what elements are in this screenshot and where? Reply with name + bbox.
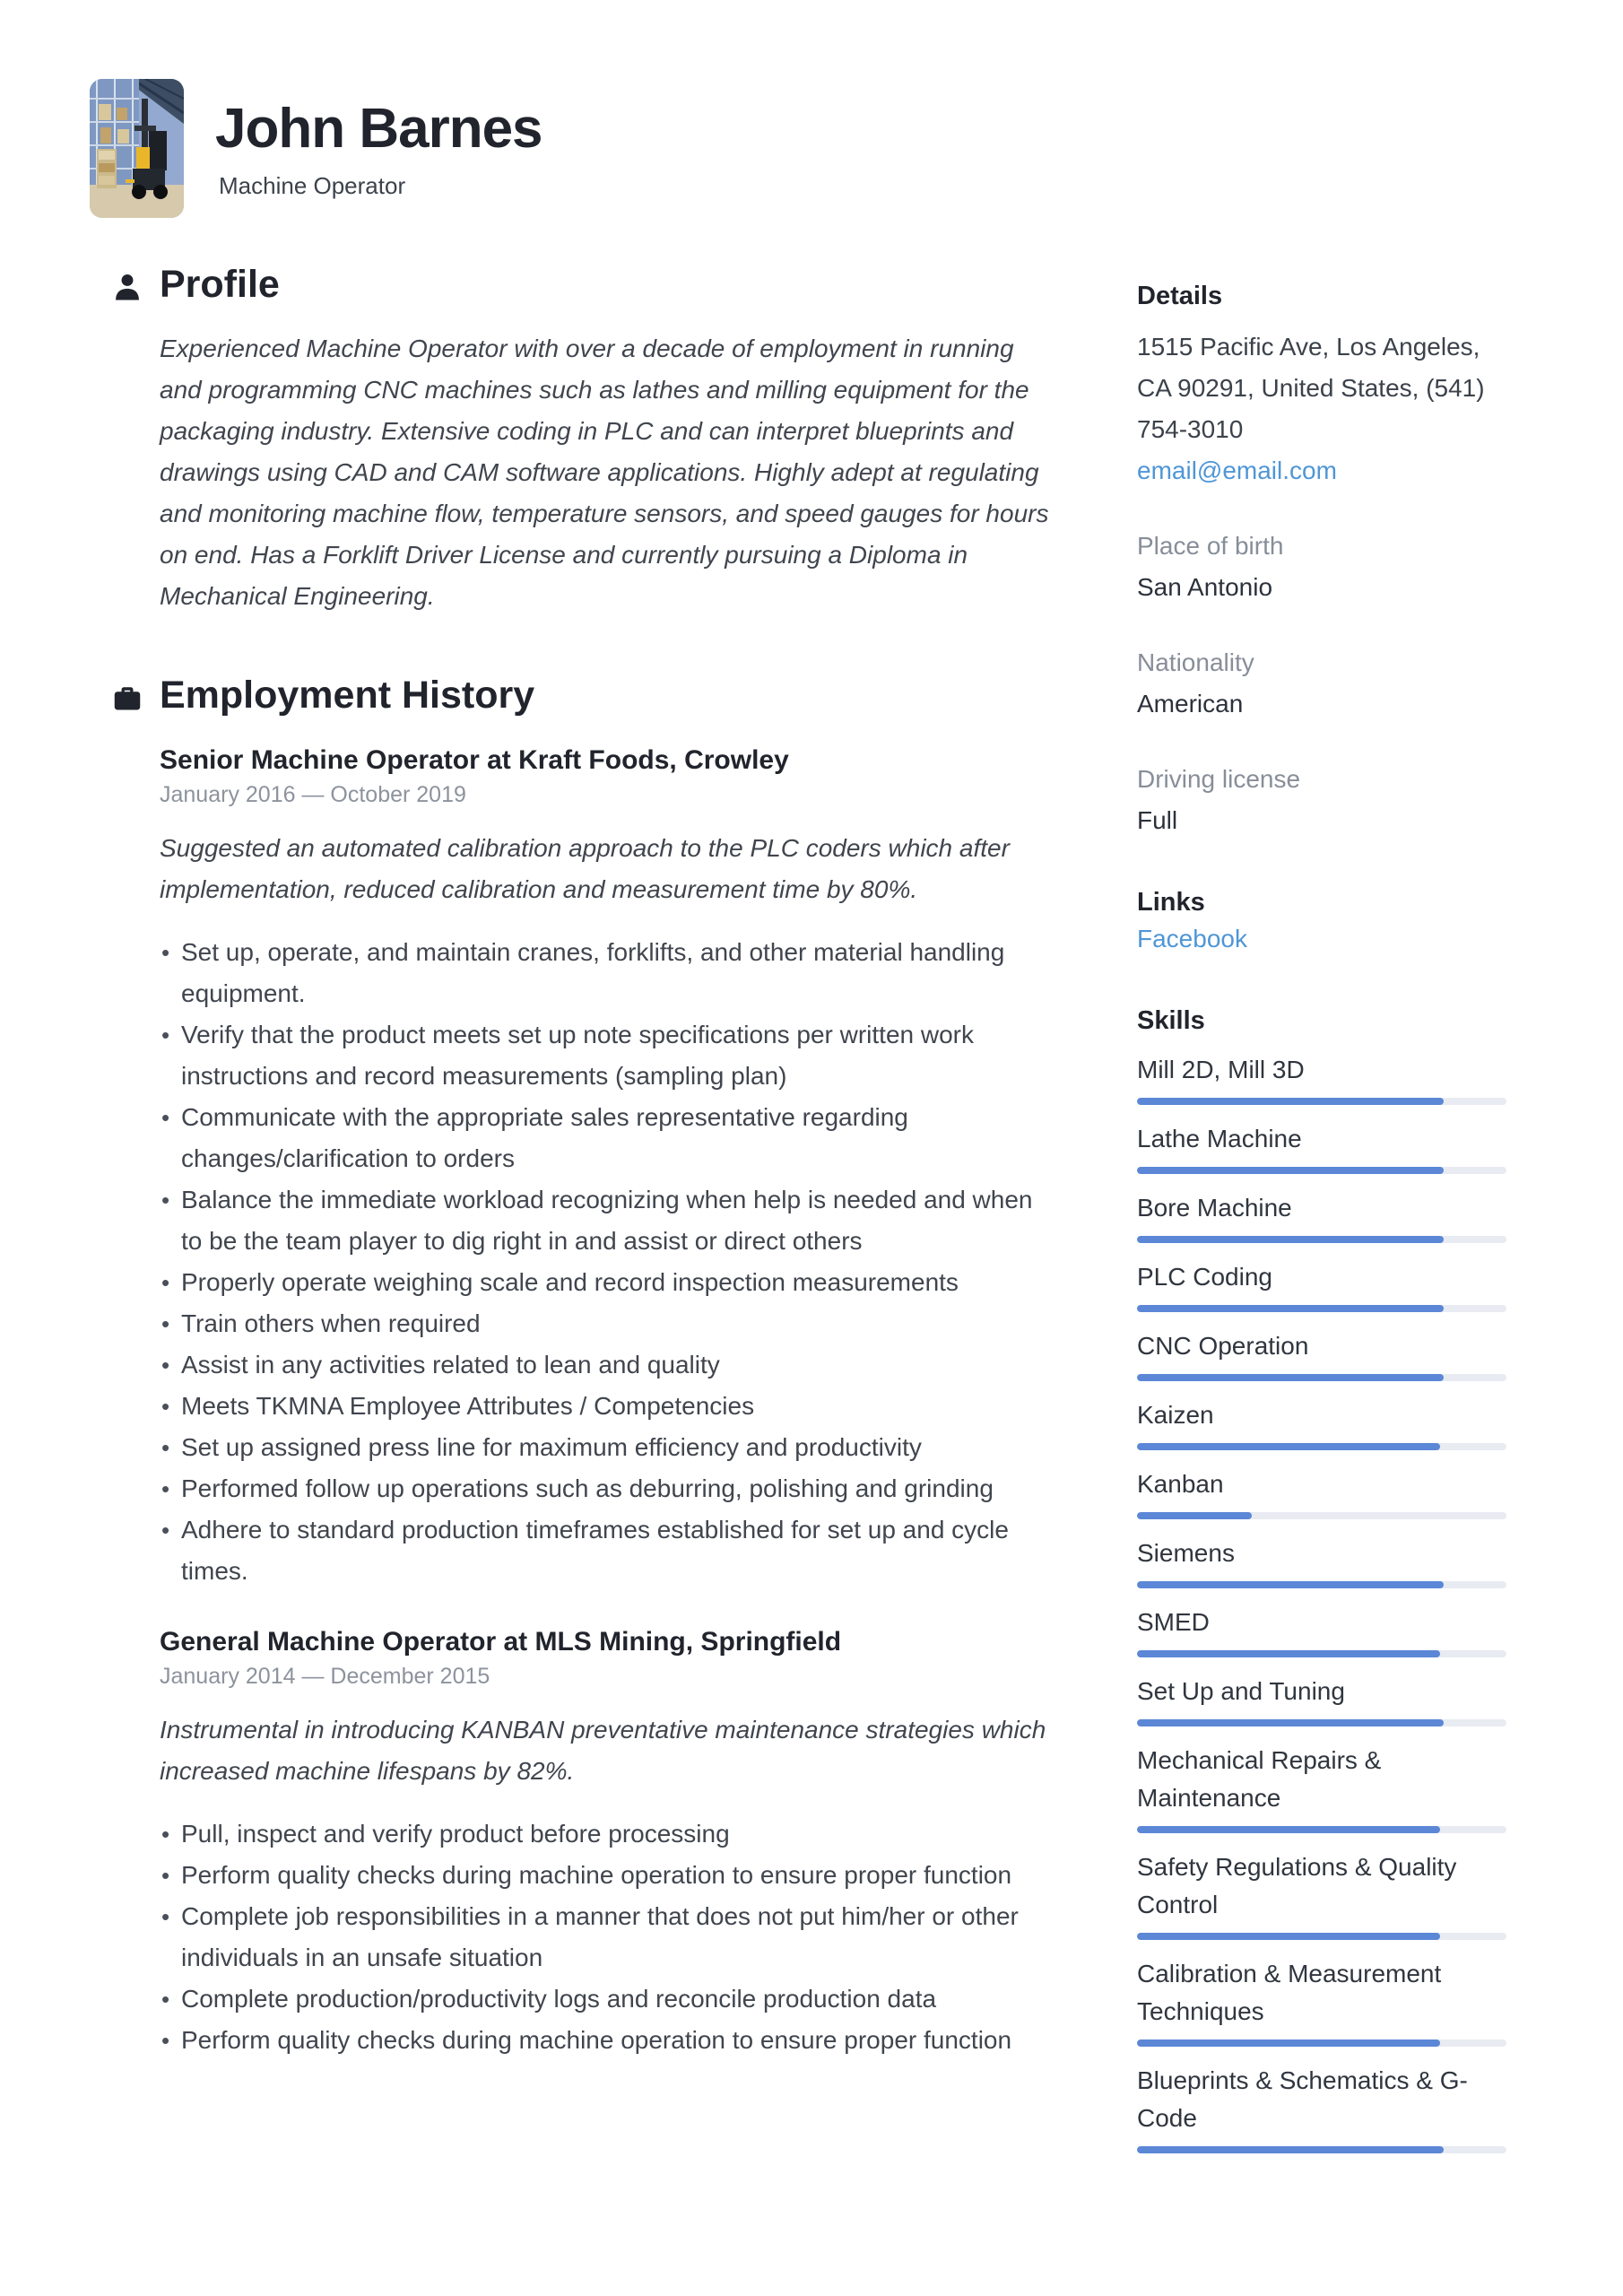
warehouse-photo-illustration: [90, 79, 184, 218]
skill-progress-bar: [1137, 1374, 1506, 1381]
bullet-item: • Complete job responsibilities in a manner that does not put him/her or other individuals in an unsafe situation: [181, 1896, 1052, 1979]
bullet-item: • Meets TKMNA Employee Attributes / Competencies: [181, 1386, 1052, 1427]
skill-item: [1137, 1327, 1506, 1381]
skill-progress-fill: [1137, 2146, 1444, 2153]
person-icon: [111, 269, 143, 301]
skill-progress-fill: [1137, 1650, 1440, 1657]
facebook-link[interactable]: Facebook: [1137, 925, 1247, 952]
skill-progress-bar: [1137, 1826, 1506, 1833]
employment-section-heading: [160, 673, 1052, 718]
skill-progress-fill: [1137, 1098, 1444, 1105]
bullet-item: • Complete production/productivity logs and reconcile production data: [181, 1979, 1052, 2020]
skill-label: PLC Coding: [1137, 1263, 1272, 1291]
skill-progress-bar: [1137, 1305, 1506, 1312]
skill-label: Mill 2D, Mill 3D: [1137, 1056, 1305, 1083]
job-entry: [160, 1624, 1052, 2061]
bullet-item: • Set up assigned press line for maximum efficiency and productivity: [181, 1427, 1052, 1468]
skill-item: [1137, 1604, 1506, 1657]
profile-text: Experienced Machine Operator with over a decade of employment in running and programming CNC machines such as lathes and milling equipment for the packaging industry. Extensive coding in PLC and can interpret blueprints and drawings using CAD and CAM software applications. Highly adept at regulating and monitoring machine flow, temperature sensors, and speed gauges for hours on end. Has a Forklift Driver License and currently pursuing a Diploma in Mechanical Engineering.: [160, 335, 1049, 610]
skill-progress-fill: [1137, 1443, 1440, 1450]
skill-label: Mechanical Repairs & Maintenance: [1137, 1746, 1382, 1812]
skill-progress-bar: [1137, 2146, 1506, 2153]
bullet-item: • Pull, inspect and verify product before processing: [181, 1813, 1052, 1855]
skill-progress-bar: [1137, 1933, 1506, 1940]
nationality-value: American: [1137, 690, 1244, 718]
job-period: January 2014 — December 2015: [160, 1664, 490, 1689]
skill-progress-fill: [1137, 1719, 1444, 1726]
bullet-item: • Perform quality checks during machine operation to ensure proper function: [181, 2020, 1052, 2061]
bullet-item: • Assist in any activities related to lean and quality: [181, 1344, 1052, 1386]
main-column: [160, 262, 1052, 2061]
skill-progress-bar: [1137, 1650, 1506, 1657]
skill-item: [1137, 1742, 1506, 1833]
skill-label: Bore Machine: [1137, 1194, 1292, 1222]
job-summary: Suggested an automated calibration approach to the PLC coders which after implementation, reduced calibration and measurement time by 80%.: [160, 834, 1010, 903]
skill-item: [1137, 1465, 1506, 1519]
bullet-item: • Communicate with the appropriate sales representative regarding changes/clarification to orders: [181, 1097, 1052, 1179]
skill-item: [1137, 1258, 1506, 1312]
skill-progress-bar: [1137, 1236, 1506, 1243]
skill-item: [1137, 1051, 1506, 1105]
skill-label: Siemens: [1137, 1539, 1235, 1567]
email-link[interactable]: email@email.com: [1137, 457, 1337, 484]
skill-label: Kaizen: [1137, 1401, 1214, 1429]
profile-section-heading: [160, 262, 1052, 307]
skill-progress-bar: [1137, 2039, 1506, 2047]
skill-progress-fill: [1137, 1236, 1444, 1243]
bullet-item: • Perform quality checks during machine operation to ensure proper function: [181, 1855, 1052, 1896]
skill-label: CNC Operation: [1137, 1332, 1309, 1360]
skill-label: SMED: [1137, 1608, 1210, 1636]
driving-license-value: Full: [1137, 806, 1178, 834]
bullet-item: • Verify that the product meets set up note specifications per written work instructions and record measurements (sampling plan): [181, 1014, 1052, 1097]
person-job-title: Machine Operator: [219, 172, 406, 199]
place-of-birth-value: San Antonio: [1137, 573, 1273, 601]
bullet-item: • Adhere to standard production timeframes established for set up and cycle times.: [181, 1509, 1052, 1592]
skill-label: Lathe Machine: [1137, 1125, 1302, 1152]
skills-heading: Skills: [1137, 1006, 1205, 1035]
bullet-item: • Balance the immediate workload recognizing when help is needed and when to be the team player to dig right in and assist or direct others: [181, 1179, 1052, 1262]
details-heading: Details: [1137, 282, 1223, 310]
profile-photo: [90, 79, 184, 218]
skill-item: [1137, 1396, 1506, 1450]
skill-item: [1137, 1120, 1506, 1174]
profile-heading-label: Profile: [160, 263, 280, 306]
skill-progress-fill: [1137, 1374, 1444, 1381]
bullet-item: • Performed follow up operations such as deburring, polishing and grinding: [181, 1468, 1052, 1509]
driving-license-label: Driving license: [1137, 765, 1301, 793]
skill-progress-fill: [1137, 1167, 1444, 1174]
skill-progress-fill: [1137, 1305, 1444, 1312]
skill-progress-bar: [1137, 1167, 1506, 1174]
briefcase-icon: [111, 680, 143, 712]
skill-progress-fill: [1137, 1826, 1440, 1833]
skill-progress-bar: [1137, 1512, 1506, 1519]
skill-progress-fill: [1137, 2039, 1440, 2047]
skills-list: [1137, 1051, 1506, 2153]
job-period: January 2016 — October 2019: [160, 782, 466, 807]
bullet-item: • Set up, operate, and maintain cranes, forklifts, and other material handling equipment.: [181, 932, 1052, 1014]
skill-progress-bar: [1137, 1719, 1506, 1726]
skill-progress-fill: [1137, 1933, 1440, 1940]
address-text: 1515 Pacific Ave, Los Angeles, CA 90291, United States, (541) 754-3010: [1137, 333, 1485, 443]
job-title: Senior Machine Operator at Kraft Foods, Crowley: [160, 745, 789, 775]
place-of-birth-label: Place of birth: [1137, 532, 1284, 560]
skill-item: [1137, 2062, 1506, 2153]
skill-label: Blueprints & Schematics & G-Code: [1137, 2066, 1468, 2132]
skill-progress-bar: [1137, 1581, 1506, 1588]
bullet-item: • Train others when required: [181, 1303, 1052, 1344]
skill-label: Set Up and Tuning: [1137, 1677, 1345, 1705]
skill-label: Safety Regulations & Quality Control: [1137, 1853, 1457, 1918]
sidebar: [1137, 280, 1506, 2169]
skill-progress-fill: [1137, 1512, 1252, 1519]
skill-item: [1137, 1189, 1506, 1243]
skill-item: [1137, 1535, 1506, 1588]
bullet-item: • Properly operate weighing scale and record inspection measurements: [181, 1262, 1052, 1303]
links-heading: Links: [1137, 888, 1205, 917]
job-summary: Instrumental in introducing KANBAN preventative maintenance strategies which increased machine lifespans by 82%.: [160, 1716, 1046, 1785]
person-name: John Barnes: [215, 98, 542, 160]
employment-heading-label: Employment History: [160, 674, 535, 717]
skill-progress-bar: [1137, 1098, 1506, 1105]
skill-item: [1137, 1673, 1506, 1726]
job-entry: [160, 743, 1052, 1592]
job-bullet-list: [160, 1813, 1052, 2061]
job-title: General Machine Operator at MLS Mining, Springfield: [160, 1627, 842, 1657]
skill-item: [1137, 1848, 1506, 1940]
nationality-label: Nationality: [1137, 648, 1254, 676]
skill-label: Calibration & Measurement Techniques: [1137, 1960, 1442, 2025]
skill-progress-fill: [1137, 1581, 1444, 1588]
skill-progress-bar: [1137, 1443, 1506, 1450]
skill-label: Kanban: [1137, 1470, 1224, 1498]
skill-item: [1137, 1955, 1506, 2047]
job-bullet-list: [160, 932, 1052, 1592]
